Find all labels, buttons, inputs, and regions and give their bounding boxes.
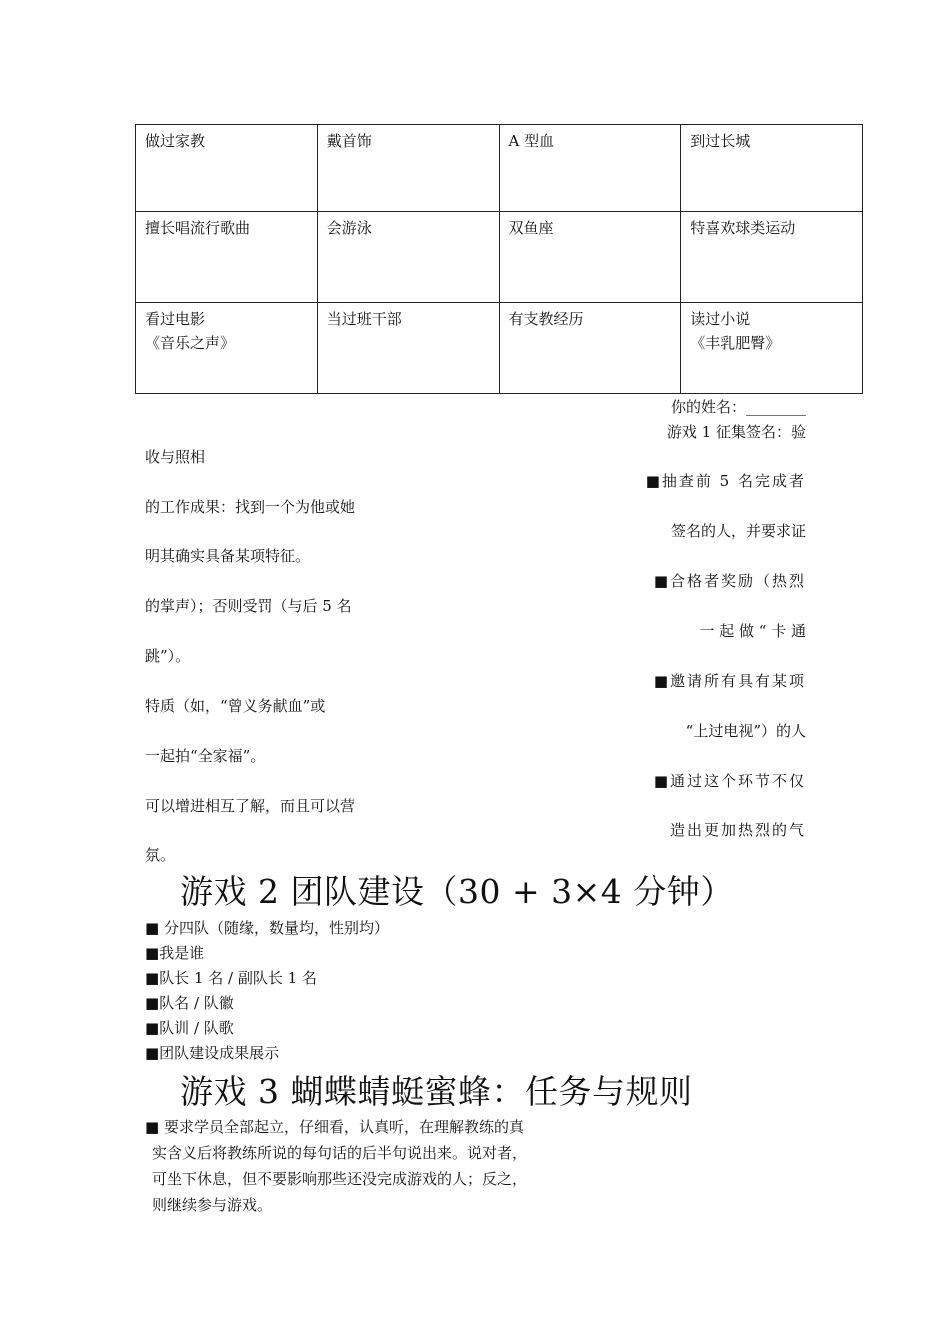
table-cell: [499, 303, 681, 394]
game2-list-item: ■ 分四队（随缘，数量均，性别均）: [145, 919, 389, 937]
right-text-line: 一 起 做 “ 卡 通: [699, 622, 806, 640]
paragraph-line: 实含义后将教练所说的每句话的后半句说出来。说对者，: [152, 1144, 528, 1162]
left-text-line: 跳”）。: [145, 647, 191, 665]
right-text-line: ■通过这个环节不仅: [653, 772, 806, 790]
name-field-label: 你的姓名：________: [670, 398, 806, 416]
table-cell: 做过家教: [136, 125, 318, 212]
game2-list-item: ■队长 1 名 / 副队长 1 名: [145, 969, 317, 987]
table-cell: 戴首饰: [317, 125, 499, 212]
left-text-line: 一起拍“全家福”。: [145, 747, 266, 765]
cell-line: 《音乐之声》: [145, 334, 236, 352]
paragraph-line: 则继续参与游戏。: [152, 1196, 273, 1214]
game3-heading: 游戏 3 蝴蝶蜻蜓蜜蜂：任务与规则: [180, 1072, 693, 1111]
cell-line: 读过小说: [690, 310, 751, 328]
right-text-line: ■邀请所有具有某项: [653, 672, 806, 690]
right-text-line: ■合格者奖励（热烈: [653, 572, 806, 590]
left-text-line: 氛。: [145, 846, 176, 864]
bingo-table: [135, 124, 863, 394]
game2-list-item: ■队训 / 队歌: [145, 1019, 234, 1037]
left-text-line: 的工作成果：找到一个为他或她: [145, 498, 356, 516]
left-text-line: 的掌声）；否则受罚（与后 5 名: [145, 597, 352, 615]
table-cell: 会游泳: [317, 212, 499, 303]
left-text-line: 收与照相: [145, 448, 206, 466]
table-cell: [136, 303, 318, 394]
table-row: [136, 125, 863, 212]
table-row: [136, 303, 863, 394]
table-cell: [317, 303, 499, 394]
left-text-line: 可以增进相互了解，而且可以营: [145, 797, 356, 815]
right-text-line: “上过电视”）的人: [685, 722, 806, 740]
table-cell: 特喜欢球类运动: [681, 212, 863, 303]
table-cell: [681, 303, 863, 394]
game2-list-item: ■我是谁: [145, 944, 205, 962]
game1-title-fragment: 游戏 1 征集签名：验: [666, 423, 806, 441]
paragraph-line: ■ 要求学员全部起立，仔细看，认真听，在理解教练的真: [145, 1118, 524, 1136]
table-row: [136, 212, 863, 303]
right-text-line: ■抽查前 5 名完成者: [645, 472, 806, 490]
game2-list-item: ■队名 / 队徽: [145, 994, 234, 1012]
cell-line: 有支教经历: [508, 310, 584, 328]
table-cell: A 型血: [499, 125, 681, 212]
cell-line: 当过班干部: [326, 310, 402, 328]
game2-list-item: ■团队建设成果展示: [145, 1044, 280, 1062]
table-cell: 双鱼座: [499, 212, 681, 303]
left-text-line: 明其确实具备某项特征。: [145, 547, 311, 565]
right-text-line: 签名的人，并要求证: [670, 522, 806, 540]
game2-heading: 游戏 2 团队建设（30 + 3×4 分钟）: [180, 872, 734, 911]
left-text-line: 特质（如，“曾义务献血”或: [145, 697, 326, 715]
paragraph-line: 可坐下休息，但不要影响那些还没完成游戏的人；反之，: [152, 1170, 528, 1188]
right-text-line: 造出更加热烈的气: [669, 821, 806, 839]
game3-paragraph: [145, 1114, 527, 1218]
cell-line: 看过电影: [145, 310, 206, 328]
table-cell: 到过长城: [681, 125, 863, 212]
cell-line: 《丰乳肥臀》: [690, 334, 781, 352]
table-cell: 擅长唱流行歌曲: [136, 212, 318, 303]
